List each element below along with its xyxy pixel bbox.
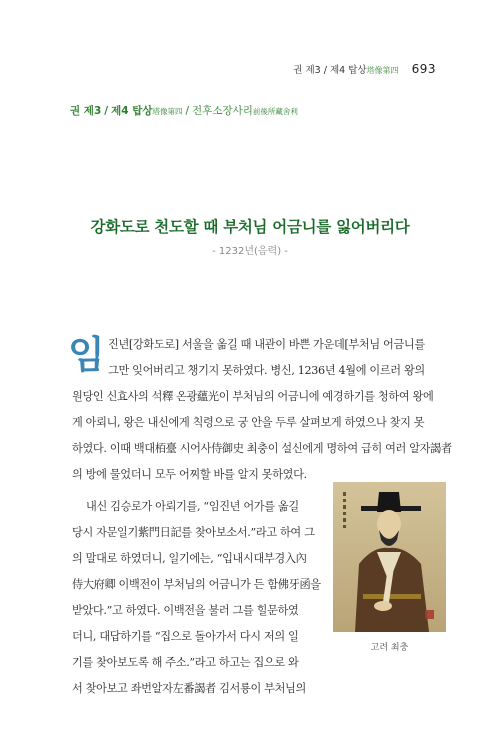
- paragraph-2-line: 의 말대로 하였더니, 일기에는, “입내시대부경入內: [72, 552, 307, 565]
- paragraph-2-line: 당시 자문일기紫門日記를 찾아보소서.”라고 하여 그: [72, 526, 315, 539]
- running-head-chapter: 제4 탑상: [329, 65, 367, 76]
- page-subtitle: - 1232년(음력) -: [212, 246, 288, 257]
- paragraph-2-line: 더니, 대답하기를 “집으로 돌아가서 다시 저의 일: [72, 630, 299, 643]
- paragraph-2-line: 내신 김승로가 아뢰기를, “임진년 어가를 옮길: [86, 500, 299, 513]
- section-breadcrumb: 권 제3 / 제4 탑상塔像第四 / 전후소장사리前後所藏舍利: [70, 105, 298, 117]
- running-head-volume: 권 제3: [293, 65, 321, 76]
- paragraph-1-line: 의 방에 물었더니 모두 어찌할 바를 알지 못하였다.: [72, 468, 307, 481]
- breadcrumb-section-hanja: 前後所藏舍利: [252, 107, 298, 116]
- page-number: 693: [411, 62, 436, 76]
- figure-caption: 고려 최충: [370, 643, 409, 653]
- portrait-image: [333, 482, 446, 632]
- breadcrumb-chapter-hanja: 塔像第四: [152, 107, 183, 116]
- running-head: [293, 62, 436, 76]
- paragraph-1-line: 진년[강화도로] 서울을 옮길 때 내관이 바쁜 가운데[부처님 어금니를: [108, 338, 425, 351]
- breadcrumb-volume: 권 제3: [70, 105, 102, 117]
- drop-cap: 임: [68, 333, 105, 377]
- breadcrumb-chapter: 제4 탑상: [111, 105, 153, 117]
- paragraph-2-line: 받았다.”고 하였다. 이백전을 불러 그를 힐문하였: [72, 604, 299, 617]
- paragraph-1-line: 게 아뢰니, 왕은 내신에게 칙령으로 궁 안을 두루 살펴보게 하였으나 찾지 못: [72, 416, 425, 429]
- paragraph-1-line: 원당인 신효사의 석釋 온광蘊光이 부처님의 어금니에 예경하기를 청하여 왕에: [72, 390, 434, 403]
- paragraph-2-line: 기를 찾아보도록 해 주소.”라고 하고는 집으로 와: [72, 656, 299, 669]
- paragraph-1-line: 하였다. 이때 백대栢臺 시어사侍御史 최충이 설신에게 명하여 급히 여러 알자謁者: [72, 442, 452, 455]
- running-head-chapter-hanja: 塔像第四: [366, 66, 399, 75]
- paragraph-2-line: 서 찾아보고 좌번알자左番謁者 김서룡이 부처님의: [72, 682, 306, 695]
- page-title: 강화도로 천도할 때 부처님 어금니를 잃어버리다: [90, 218, 410, 236]
- paragraph-2-line: 侍大府卿 이백전이 부처님의 어금니가 든 함佛牙函을: [72, 578, 321, 591]
- running-head-slash: /: [323, 65, 327, 76]
- paragraph-1-line: 그만 잊어버리고 챙기지 못하였다. 병신, 1236년 4월에 이르러 왕의: [108, 364, 425, 377]
- breadcrumb-section: 전후소장사리: [192, 105, 253, 117]
